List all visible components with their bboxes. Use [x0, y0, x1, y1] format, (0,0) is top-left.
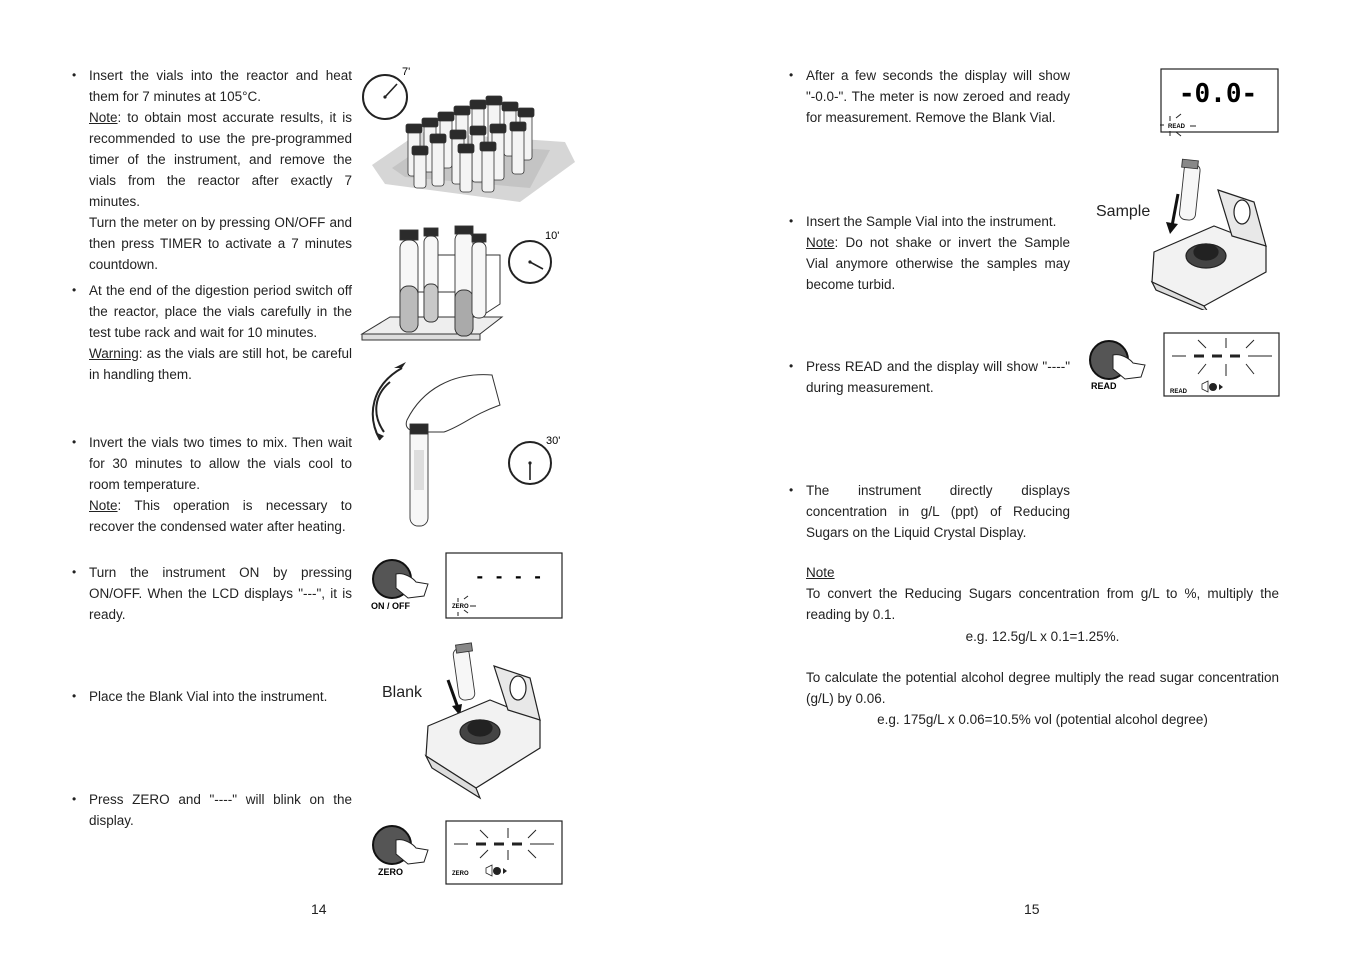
bullet: • — [72, 68, 77, 82]
step-warning — [89, 343, 352, 385]
lcd-readout: -0.0- — [1178, 79, 1258, 109]
bullet: • — [789, 214, 794, 228]
step-text: The instrument directly displays concentration in g/L (ppt) of Reducing Sugars on the Liquid Crystal Display. — [806, 483, 1070, 540]
step-text: Insert the Sample Vial into the instrument. — [806, 214, 1057, 229]
step-insert-sample — [789, 211, 1070, 295]
rack-figure — [360, 222, 570, 347]
note-paragraph-1: To convert the Reducing Sugars concentration from g/L to %, multiply the reading by 0.1. — [806, 586, 1279, 622]
note-label: Note — [89, 498, 118, 513]
blank-vial-icon — [452, 643, 475, 701]
invert-figure — [362, 360, 572, 530]
reactor-figure — [360, 62, 580, 212]
step-invert-vials — [72, 432, 352, 537]
note-text: : to obtain most accurate results, it is recommended to use the pre-programmed timer of the instrument, and remove the vials from the reactor after exactly 7 minutes. — [89, 110, 352, 209]
rotate-arrow-icon — [373, 368, 402, 440]
note-example-2: e.g. 175g/L x 0.06=10.5% vol (potential alcohol degree) — [877, 712, 1208, 727]
onoff-figure — [368, 552, 563, 622]
warning-text: : as the vials are still hot, be careful in handling them. — [89, 346, 352, 382]
blank-label: Blank — [382, 684, 423, 701]
note-title: Note — [806, 565, 835, 580]
step-blank-vial — [72, 686, 352, 707]
right-page — [676, 0, 1351, 954]
zero-label: ZERO — [378, 867, 404, 877]
blank-figure — [380, 638, 550, 800]
step-text: Press ZERO and "----" will blink on the display. — [89, 792, 352, 828]
lcd-display — [446, 553, 562, 618]
step-extra: Turn the meter on by pressing ON/OFF and then press TIMER to activate a 7 minutes countdown. — [89, 215, 352, 272]
note-label: Note — [89, 110, 118, 125]
lcd-display — [1164, 333, 1279, 396]
read-indicator: READ — [1170, 389, 1188, 395]
step-cool-rack — [72, 280, 352, 385]
step-press-read — [789, 356, 1070, 398]
zero-figure — [368, 818, 563, 888]
read-figure — [1088, 332, 1283, 402]
read-indicator: READ — [1168, 124, 1186, 130]
bullet: • — [72, 689, 77, 703]
zero-indicator: ZERO — [452, 604, 469, 610]
step-insert-vials — [72, 65, 352, 275]
zeroed-figure — [1160, 68, 1280, 138]
step-text: Place the Blank Vial into the instrument. — [89, 689, 328, 704]
zero-button-icon — [373, 826, 428, 864]
sample-label: Sample — [1096, 203, 1151, 220]
timer-label: 10' — [545, 230, 560, 242]
read-label: READ — [1091, 381, 1117, 391]
zero-indicator: ZERO — [452, 871, 469, 877]
step-text: Press READ and the display will show "----" during measurement. — [806, 359, 1070, 395]
bullet: • — [72, 283, 77, 297]
bullet: • — [72, 792, 77, 806]
bullet: • — [789, 359, 794, 373]
clock-icon — [509, 241, 551, 283]
step-press-zero — [72, 789, 352, 831]
timer-label: 7' — [402, 66, 411, 78]
sample-figure — [1094, 150, 1284, 310]
step-result — [789, 480, 1070, 543]
step-text: Insert the vials into the reactor and heat them for 7 minutes at 105°C. — [89, 68, 352, 104]
step-zeroed — [789, 65, 1070, 128]
page-number: 14 — [311, 901, 327, 917]
sample-vial-icon — [1179, 159, 1201, 220]
onoff-label: ON / OFF — [371, 601, 410, 611]
left-page — [0, 0, 675, 954]
note-text: : This operation is necessary to recover the condensed water after heating. — [89, 498, 352, 534]
bullet: • — [789, 68, 794, 82]
note-section — [806, 562, 1279, 730]
warning-label: Warning — [89, 346, 139, 361]
note-paragraph-2: To calculate the potential alcohol degree multiply the read sugar concentration (g/L) by 0.06. — [806, 670, 1279, 706]
hand-icon — [406, 375, 500, 432]
instrument-icon — [1152, 190, 1266, 310]
note-label: Note — [806, 235, 835, 250]
bullet: • — [72, 435, 77, 449]
onoff-button-icon — [373, 560, 428, 598]
step-note — [806, 232, 1070, 295]
bullet: • — [789, 483, 794, 497]
step-text: Turn the instrument ON by pressing ON/OFF. When the LCD displays "---", it is ready. — [89, 565, 352, 622]
lcd-readout: - - - - — [475, 567, 543, 586]
arrow-down-icon — [1166, 194, 1178, 234]
step-note — [89, 495, 352, 537]
note-text: : Do not shake or invert the Sample Vial anymore otherwise the samples may become turbid. — [806, 235, 1070, 292]
step-text: Invert the vials two times to mix. Then wait for 30 minutes to allow the vials cool to room temperature. — [89, 435, 352, 492]
clock-icon — [363, 75, 407, 119]
instrument-icon — [426, 666, 540, 798]
lcd-display — [1160, 69, 1278, 136]
bullet: • — [72, 565, 77, 579]
step-text: At the end of the digestion period switch off the reactor, place the vials carefully in the test tube rack and wait for 10 minutes. — [89, 283, 352, 340]
note-example-1: e.g. 12.5g/L x 0.1=1.25%. — [965, 629, 1120, 644]
step-text: After a few seconds the display will show "-0.0-". The meter is now zeroed and ready for measurement. Remove the Blank Vial. — [806, 68, 1070, 125]
page-number: 15 — [1024, 901, 1040, 917]
clock-icon — [509, 442, 551, 484]
read-button-icon — [1090, 341, 1145, 379]
step-turn-on — [72, 562, 352, 625]
step-note — [89, 107, 352, 212]
lcd-display — [446, 821, 562, 884]
timer-label: 30' — [546, 435, 561, 447]
vial-icon — [410, 424, 428, 526]
